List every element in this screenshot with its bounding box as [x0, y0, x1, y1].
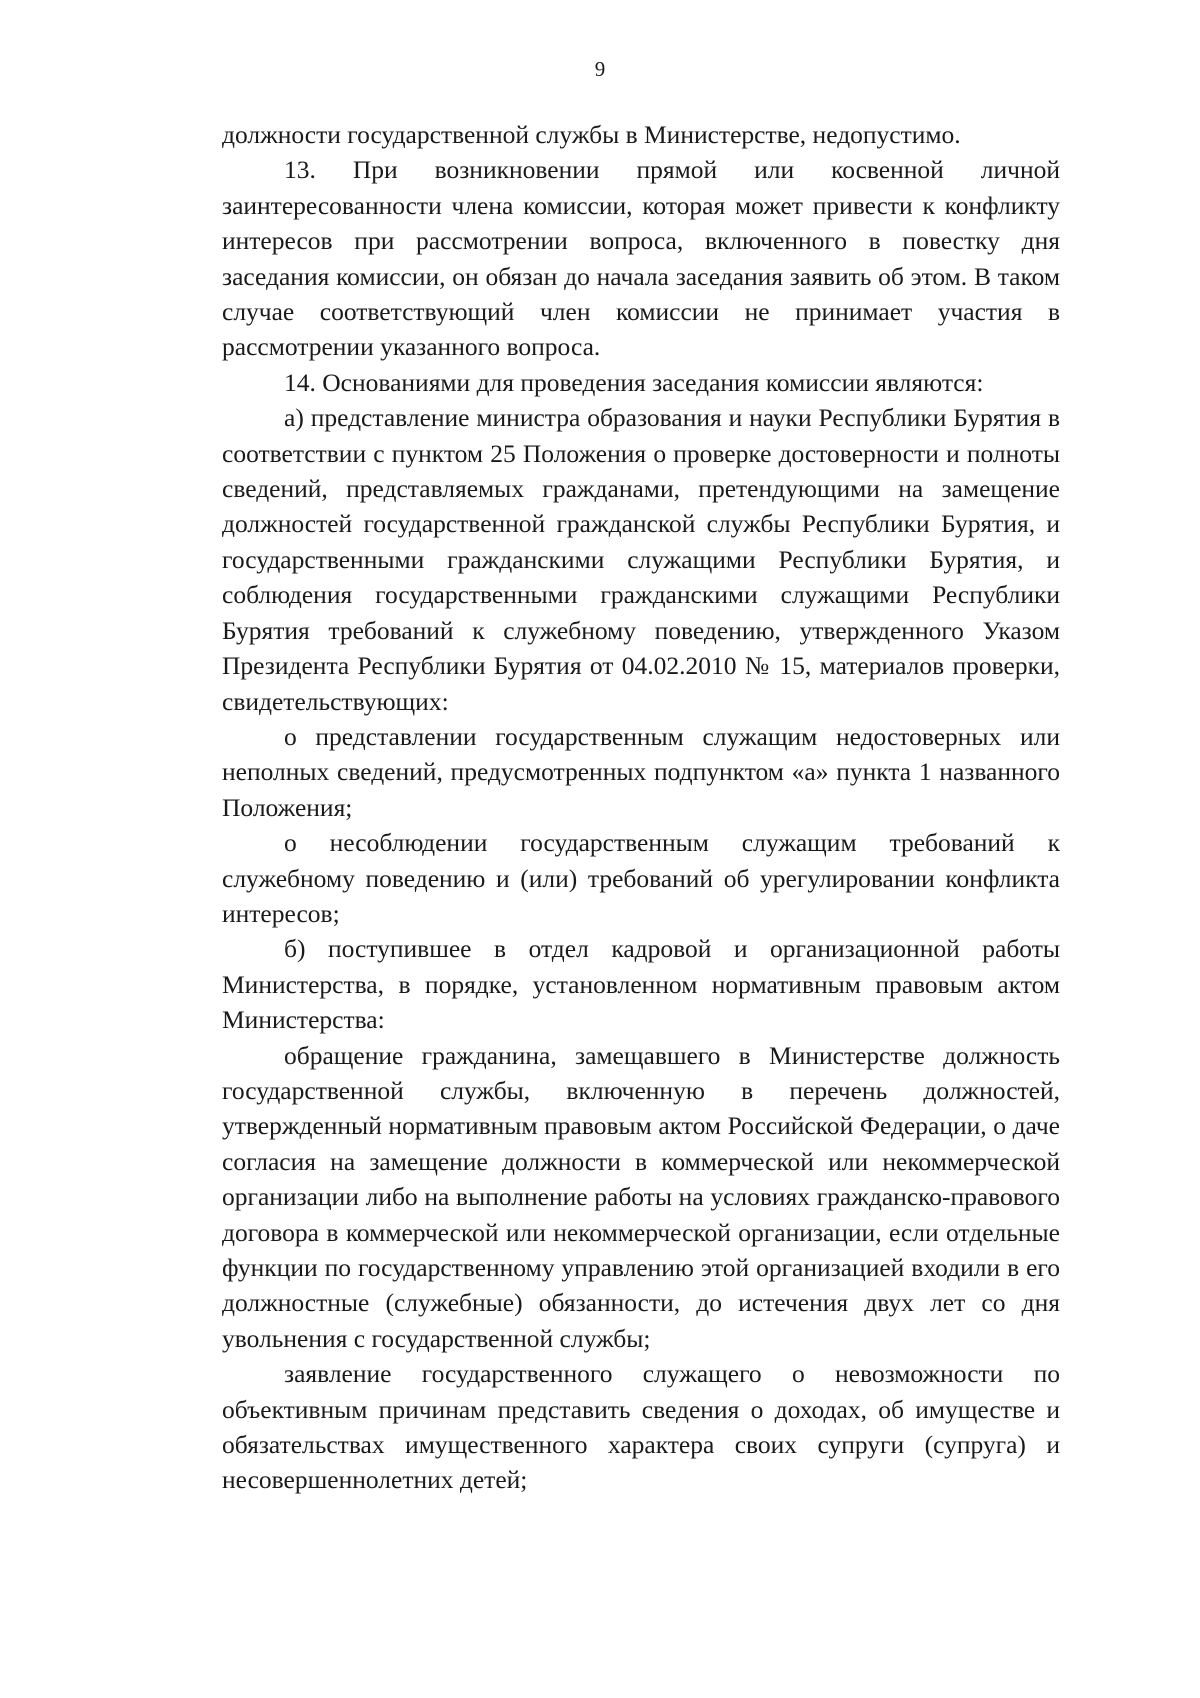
- paragraph-item-13: 13. При возникновении прямой или косвенной личной заинтересованности члена комиссии, которая может привести к конфликту интересов при рассмотрении вопроса, включенного в повестку дня заседания комиссии, он обязан до начала заседания заявить об этом. В таком случае соответствующий член комиссии не принимает участия в рассмотрении указанного вопроса.: [222, 155, 1060, 362]
- paragraph-item-14: 14. Основаниями для проведения заседания комиссии являются:: [284, 367, 984, 397]
- document-body: [222, 117, 1060, 1498]
- paragraph-subitem-b: б) поступившее в отдел кадровой и организационной работы Министерства, в порядке, установленном нормативным правовым актом Министерства:: [222, 934, 1060, 1035]
- paragraph-subitem-a: а) представление министра образования и науки Республики Бурятия в соответствии с пунктом 25 Положения о проверке достоверности и полноты сведений, представляемых гражданами, претендующими на замещение должностей государственной гражданской службы Республики Бурятия, и государственными гражданскими служащими Республики Бурятия, и соблюдения государственными гражданскими служащими Республики Бурятия требований к служебному поведению, утвержденного Указом Президента Республики Бурятия от 04.02.2010 № 15, материалов проверки, свидетельствующих:: [222, 403, 1060, 716]
- paragraph-subitem-b-point-1: обращение гражданина, замещавшего в Министерстве должность государственной службы, включенную в перечень должностей, утвержденный нормативным правовым актом Российской Федерации, о даче согласия на замещение должности в коммерческой или некоммерческой организации либо на выполнение работы на условиях гражданско-правового договора в коммерческой или некоммерческой организации, если отдельные функции по государственному управлению этой организацией входили в его должностные (служебные) обязанности, до истечения двух лет со дня увольнения с государственной службы;: [222, 1040, 1060, 1353]
- paragraph-continuation: должности государственной службы в Министерстве, недопустимо.: [222, 120, 961, 149]
- paragraph-subitem-a-point-2: о несоблюдении государственным служащим требований к служебному поведению и (или) требований об урегулировании конфликта интересов;: [222, 828, 1060, 928]
- paragraph-subitem-a-point-1: о представлении государственным служащим недостоверных или неполных сведений, предусмотренных подпунктом «а» пункта 1 названного Положения;: [222, 721, 1060, 822]
- paragraph-subitem-b-point-2: заявление государственного служащего о невозможности по объективным причинам представить сведения о доходах, об имуществе и обязательствах имущественного характера своих супруги (супруга) и несовершеннолетних детей;: [222, 1359, 1060, 1495]
- page-number: 9: [594, 57, 606, 81]
